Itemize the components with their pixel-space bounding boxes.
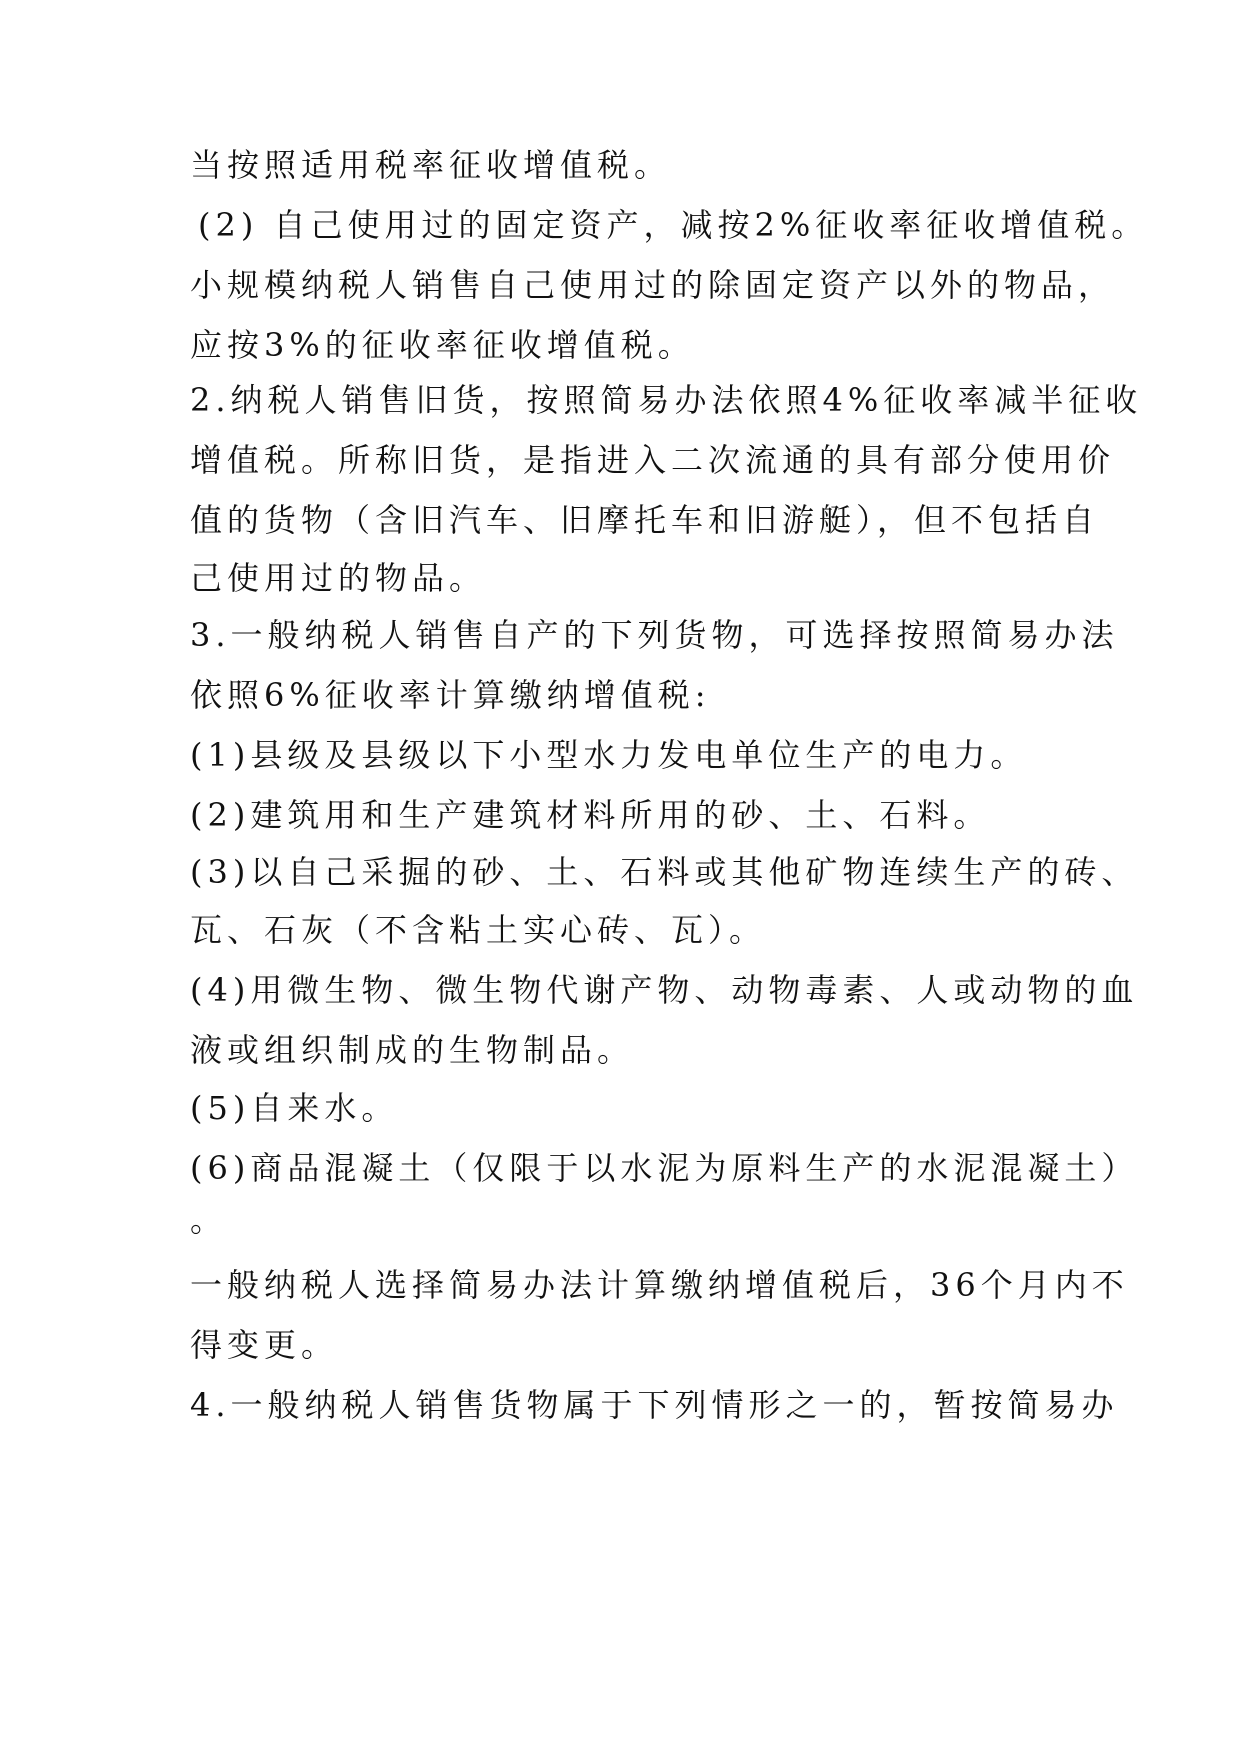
text-line: (2)建筑用和生产建筑材料所用的砂、土、石料。 <box>190 796 991 834</box>
text-line: (3)以自己采掘的砂、土、石料或其他矿物连续生产的砖、 <box>190 853 1139 891</box>
text-line: 值的货物（含旧汽车、旧摩托车和旧游艇），但不包括自 <box>190 501 1100 539</box>
text-line: (1)县级及县级以下小型水力发电单位生产的电力。 <box>190 736 1028 774</box>
text-line: (6)商品混凝土（仅限于以水泥为原料生产的水泥混凝土） <box>190 1149 1139 1187</box>
text-line: 己使用过的物品。 <box>190 559 487 597</box>
text-line: 3.一般纳税人销售自产的下列货物，可选择按照简易办法 <box>190 616 1119 654</box>
text-line: 增值税。所称旧货，是指进入二次流通的具有部分使用价 <box>190 441 1116 479</box>
text-line: 得变更。 <box>190 1326 339 1364</box>
text-line: 应按3%的征收率征收增值税。 <box>190 326 695 364</box>
text-line: 小规模纳税人销售自己使用过的除固定资产以外的物品， <box>190 266 1116 304</box>
text-line: (4)用微生物、微生物代谢产物、动物毒素、人或动物的血 <box>190 971 1139 1009</box>
text-line: 一般纳税人选择简易办法计算缴纳增值税后，36个月内不 <box>190 1266 1129 1304</box>
text-line: 2.纳税人销售旧货，按照简易办法依照4%征收率减半征收 <box>190 381 1143 419</box>
text-line: 瓦、石灰（不含粘土实心砖、瓦）。 <box>190 911 767 949</box>
text-line: 4.一般纳税人销售货物属于下列情形之一的，暂按简易办 <box>190 1386 1119 1424</box>
text-line: 液或组织制成的生物制品。 <box>190 1031 635 1069</box>
text-line: 当按照适用税率征收增值税。 <box>190 146 672 184</box>
text-line: (2) 自己使用过的固定资产，减按2%征收率征收增值税。 <box>198 206 1149 244</box>
text-line: (5)自来水。 <box>190 1089 399 1127</box>
text-line: 依照6%征收率计算缴纳增值税: <box>190 676 711 714</box>
text-line: 。 <box>190 1201 228 1239</box>
